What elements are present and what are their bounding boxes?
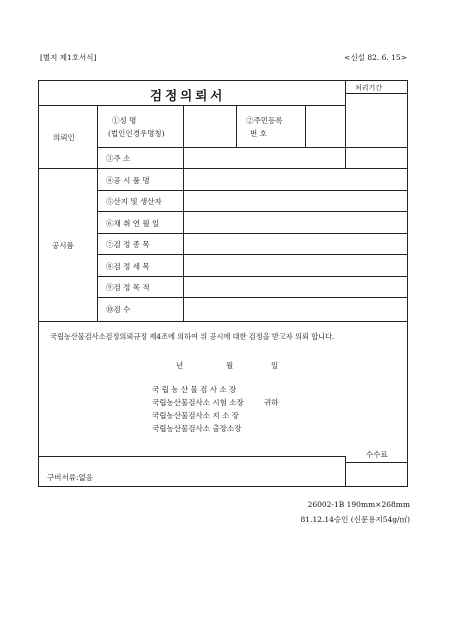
section-label-column — [97, 105, 98, 321]
documents-row-top — [38, 456, 345, 457]
origin-producer-label: ⑤산지 및 생산자 — [106, 197, 162, 206]
footer-approval-info: 81.12.14승인 (신문용지54g/㎡) — [300, 515, 410, 524]
client-name-sub-label: (법인인경우명칭) — [108, 129, 165, 138]
client-section-label: 의뢰인 — [53, 133, 75, 142]
form-number: [별지 제1호서식] — [40, 53, 97, 62]
request-statement: 국립농산물검사소검정의뢰규정 제4조에 의하여 위 공시에 대한 검정을 받고자 의뢰 합니다. — [50, 332, 335, 341]
reg-no-label-right — [305, 105, 306, 147]
date-year-label: 년 — [176, 361, 184, 370]
item-row-5 — [97, 276, 408, 277]
fee-label: 수수료 — [366, 450, 388, 459]
client-address-label: ③주 소 — [106, 154, 131, 163]
honorific: 귀하 — [264, 398, 279, 407]
field-label-column — [183, 105, 184, 321]
title-row-divider — [38, 105, 345, 106]
test-purpose-label: ⑨검 정 목 적 — [106, 283, 150, 292]
client-section-bottom — [38, 168, 408, 169]
revision-note: <신설 82. 6. 15> — [344, 53, 407, 62]
recipient-1: 국 립 농 산 물 검 사 소 장 — [152, 385, 237, 394]
item-row-4 — [97, 254, 408, 255]
processing-period-left — [345, 80, 346, 105]
item-row-1 — [97, 190, 408, 191]
recipient-3: 국립농산물검사소 지 소 장 — [152, 411, 239, 420]
collection-date-label: ⑥채 취 연 월 일 — [106, 219, 160, 228]
date-day-label: 일 — [271, 361, 279, 370]
item-section-label: 공시품 — [52, 241, 74, 250]
recipient-4: 국립농산물검사소 출장소장 — [152, 424, 242, 433]
processing-period-divider — [345, 93, 408, 94]
reg-no-label-line2: 번 호 — [250, 129, 267, 138]
item-section-bottom — [38, 321, 408, 322]
test-detail-label: ⑧검 정 세 목 — [106, 262, 150, 271]
date-month-label: 월 — [226, 361, 234, 370]
footer-size-info: 26002-1B 190mm×268mm — [307, 500, 410, 509]
item-row-3 — [97, 233, 408, 234]
test-count-label: ⑩검 수 — [106, 305, 131, 314]
client-name-value-right — [236, 105, 237, 147]
test-type-label: ⑦검 정 종 목 — [106, 240, 150, 249]
processing-period-label: 처리기간 — [355, 84, 383, 92]
client-name-bottom — [97, 147, 408, 148]
client-name-label: ①성 명 — [112, 116, 137, 125]
form-title: 검정의뢰서 — [150, 88, 226, 103]
item-row-6 — [97, 297, 408, 298]
reg-no-label-line1: ②주민등록 — [246, 116, 283, 125]
fee-column — [345, 456, 346, 487]
required-documents-label: 구비서류:없음 — [47, 473, 93, 482]
recipient-2: 국립농산물검사소 시험 소장 — [152, 398, 244, 407]
item-row-2 — [97, 211, 408, 212]
fee-divider — [345, 462, 408, 463]
processing-period-column — [345, 105, 346, 168]
item-name-label: ④공 시 품 명 — [106, 176, 150, 185]
